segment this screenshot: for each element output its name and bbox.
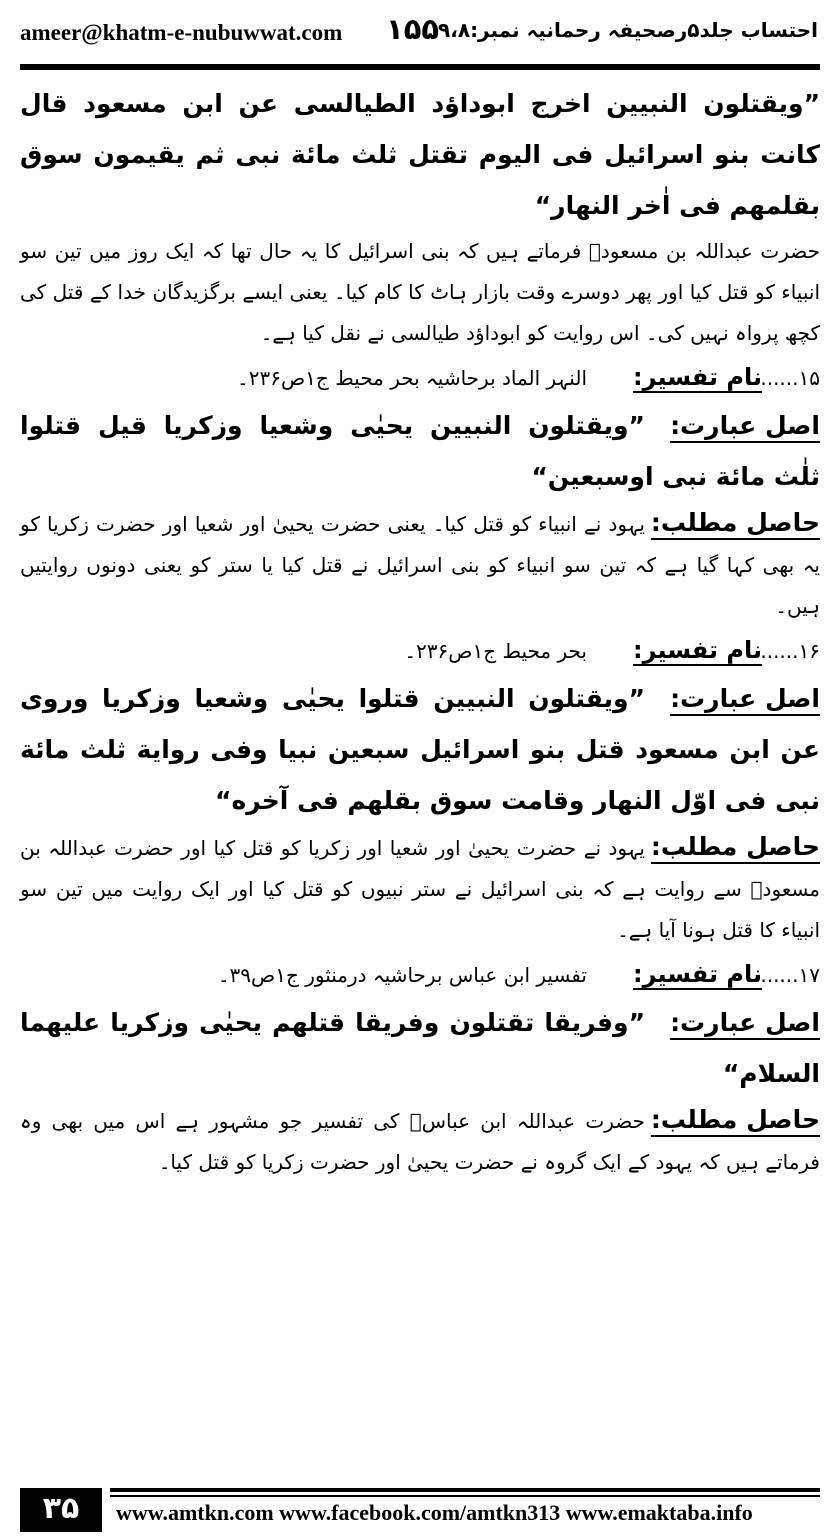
footer-page-box: ۳۵	[20, 1488, 102, 1532]
hasil-matlab-text: یہود نے انبیاء کو قتل کیا۔ یعنی حضرت یحییٰ اور شعیا اور حضرت زکریا کو یہ بھی کہا گیا ہے کہ تین سو انبیاء کو بنی اسرائیل نے قتل کیا یا ستر کو یعنی دونوں روایتیں ہیں۔	[20, 512, 820, 618]
reference-17	[20, 951, 820, 997]
page-footer	[20, 1488, 820, 1532]
hasil-matlab-label: حاصل مطلب:	[650, 832, 820, 861]
hasil-matlab-label: حاصل مطلب:	[650, 508, 820, 537]
page-body	[20, 78, 820, 1458]
header-book-title: احتساب جلد۵رصحیفہ رحمانیہ نمبر:۹،۸	[438, 18, 818, 42]
asl-ibarat-label: اصل عبارت:	[670, 684, 820, 713]
reference-15	[20, 354, 820, 400]
arabic-quote-1: ”ویقتلون النبیین اخرج ابوداؤد الطیالسی عن ابن مسعود قال كانت بنو اسرائیل فی الیوم تقتل ثلث مائة نبی ثم یقیمون سوق بقلمهم فی اٰخر النهار“	[20, 89, 820, 220]
asl-ibarat-text: ”وفریقا تقتلون وفریقا قتلهم یحیٰی وزكریا علیهما السلام“	[20, 1008, 820, 1088]
reference-16	[20, 627, 820, 673]
hasil-matlab-label: حاصل مطلب:	[650, 1105, 820, 1134]
asl-ibarat-text: ”ویقتلون النبیین یحیٰی وشعیا وزكریا قیل قتلوا ثلٰث مائة نبی اوسبعین“	[20, 411, 820, 491]
tafseer-name-value: بحر محیط ج۱ص۲۳۶۔	[404, 639, 587, 663]
asl-ibarat-label: اصل عبارت:	[670, 411, 820, 440]
footer-rule-thin	[110, 1495, 820, 1497]
asl-ibarat-label: اصل عبارت:	[670, 1008, 820, 1037]
header-rule	[20, 64, 820, 70]
tafseer-name-label: نام تفسیر:	[633, 363, 762, 391]
hasil-matlab-15	[20, 502, 820, 627]
header-page-number: ۱۵۵	[386, 12, 440, 46]
hasil-matlab-text: حضرت عبداللہ ابن عباسؓ کی تفسیر جو مشہور ہے اس میں بھی وہ فرماتے ہیں کہ یہود کے ایک گروہ نے حضرت یحییٰ اور حضرت زکریا کو قتل کیا۔	[20, 1109, 820, 1174]
page-header	[0, 0, 840, 64]
reference-number: ۱۵......	[760, 366, 820, 390]
tafseer-name-value: تفسیر ابن عباس برحاشیہ درمنثور ج۱ص۳۹۔	[217, 963, 587, 987]
tafseer-name-label: نام تفسیر:	[633, 960, 762, 988]
hasil-matlab-16	[20, 826, 820, 951]
asl-ibarat-16	[20, 673, 820, 826]
footer-rule-thick	[110, 1488, 820, 1492]
asl-ibarat-15	[20, 400, 820, 502]
asl-ibarat-17	[20, 997, 820, 1099]
reference-number: ۱۶......	[760, 639, 820, 663]
footer-links: www.amtkn.com www.facebook.com/amtkn313 www.emaktaba.info	[116, 1500, 753, 1525]
tafseer-name-label: نام تفسیر:	[633, 636, 762, 664]
hasil-matlab-text: یہود نے حضرت یحییٰ اور شعیا اور زکریا کو قتل کیا اور حضرت عبداللہ بن مسعودؓ سے روایت ہے کہ بنی اسرائیل نے ستر نبیوں کو قتل کیا اور ایک روایت میں تین سو انبیاء کا قتل ہونا آیا ہے۔	[20, 836, 820, 942]
urdu-paragraph-1: حضرت عبداللہ بن مسعودؓ فرماتے ہیں کہ بنی اسرائیل کا یہ حال تھا کہ ایک روز میں تین سو انبیاء کو قتل کیا اور پھر دوسرے وقت بازار ہاٹ کا کام کیا۔ یعنی ایسے برگزیدگان خدا کے قتل کی کچھ پرواہ نہیں کی۔ اس روایت کو ابوداؤد طیالسی نے نقل کیا ہے۔	[20, 239, 820, 345]
reference-number: ۱۷......	[760, 963, 820, 987]
asl-ibarat-text: ”ویقتلون النبیین قتلوا یحیٰی وشعیا وزكریا وروی عن ابن مسعود قتل بنو اسرائیل سبعین نبیا وفی روایة ثلث مائة نبی فی اوّل النهار وقامت سوق بقلهم فی آخره“	[20, 684, 820, 815]
hasil-matlab-17	[20, 1099, 820, 1183]
tafseer-name-value: النہر الماد برحاشیہ بحر محیط ج۱ص۲۳۶۔	[237, 366, 587, 390]
header-email: ameer@khatm-e-nubuwwat.com	[20, 20, 343, 45]
